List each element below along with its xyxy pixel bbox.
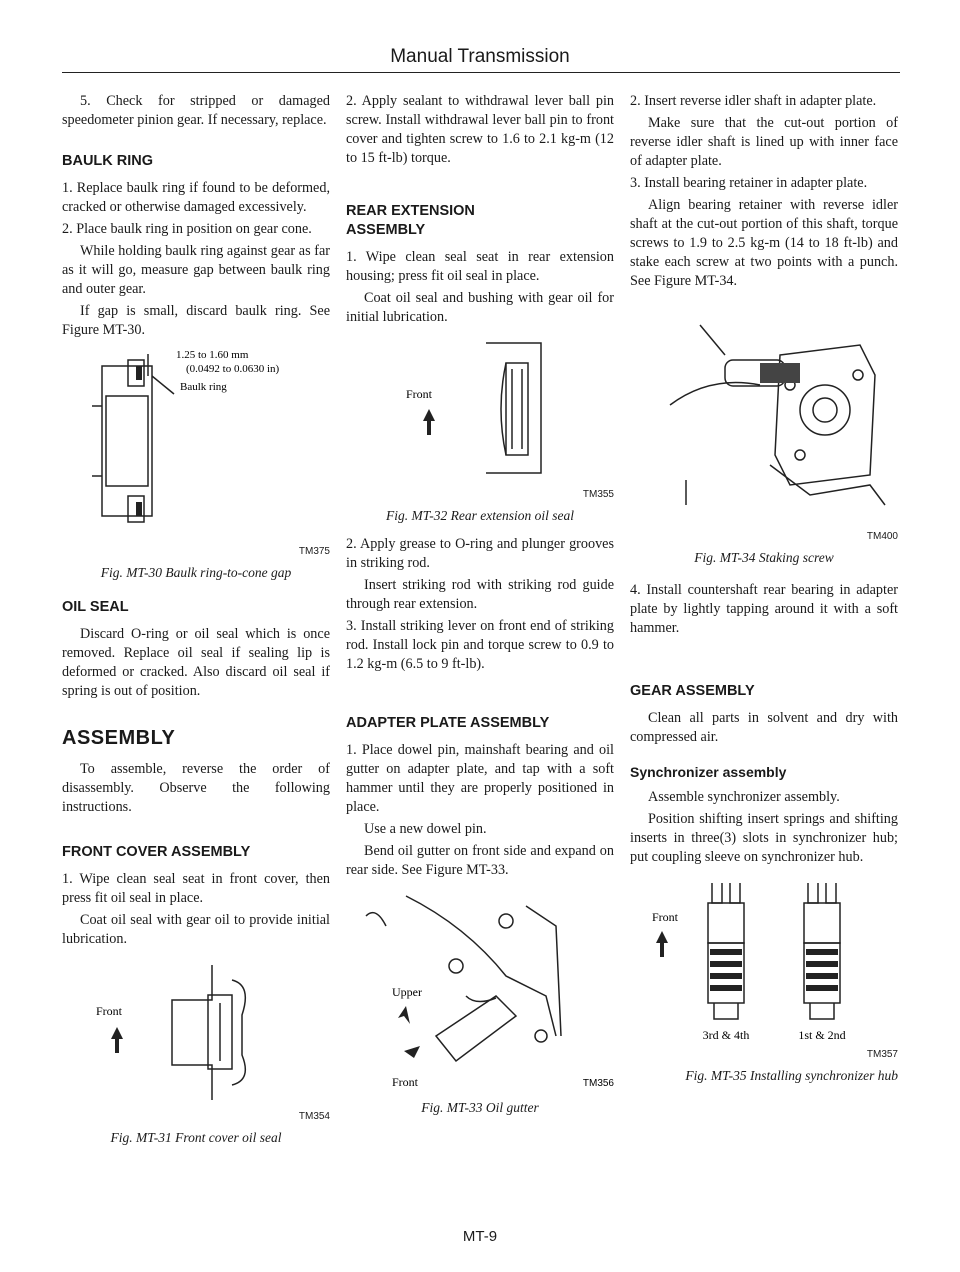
figure-code: TM355: [582, 489, 614, 500]
paragraph-sync-1: Assemble synchronizer assembly.: [648, 789, 840, 805]
front-arrow-icon: [404, 1046, 420, 1058]
paragraph-sealant: 2. Apply sealant to withdrawal lever ball pin screw. Install withdrawal lever ball pin to front cover and tighten screw to 1.6 to 2.1 kg-m (12 to 15 ft-lb) torque.: [346, 93, 614, 166]
figure-mt-35: [630, 873, 898, 1064]
paragraph-front-2: Coat oil seal with gear oil to provide initial lubrication.: [62, 912, 330, 947]
heading-rear-extension-2: ASSEMBLY: [346, 222, 426, 238]
baulk-ring-label: Baulk ring: [180, 381, 227, 393]
heading-adapter-plate: ADAPTER PLATE ASSEMBLY: [346, 715, 550, 731]
column-2: [346, 92, 614, 1127]
figure-caption: Fig. MT-35 Installing synchronizer hub: [685, 1068, 898, 1083]
paragraph-countershaft: 4. Install countershaft rear bearing in adapter plate by lightly tapping around it with a soft hammer.: [630, 582, 898, 636]
front-label: Front: [392, 1075, 419, 1089]
column-3: [630, 92, 898, 1095]
paragraph-baulk-1: 1. Replace baulk ring if found to be deformed, cracked or otherwise damaged excessively.: [62, 180, 330, 215]
figure-caption: Fig. MT-30 Baulk ring-to-cone gap: [100, 565, 292, 580]
paragraph-baulk-3: While holding baulk ring against gear as far as it will go, measure gap between baulk ring and outer gear.: [62, 243, 330, 297]
punch-tool: [760, 363, 800, 383]
heading-rear-extension: REAR EXTENSION: [346, 203, 475, 219]
paragraph-assembly: To assemble, reverse the order of disassembly. Observe the following instructions.: [62, 761, 330, 815]
front-arrow-icon: [423, 409, 435, 435]
oil-gutter-diagram: [346, 886, 614, 1096]
paragraph-adapter-2: Use a new dowel pin.: [364, 821, 487, 837]
heading-assembly: ASSEMBLY: [62, 727, 176, 749]
paragraph-oil-seal: Discard O-ring or oil seal which is once removed. Replace oil seal if sealing lip is deformed or cracked. Also discard oil seal if spring is out of position.: [62, 626, 330, 699]
paragraph-idler-3: 3. Install bearing retainer in adapter plate.: [630, 175, 868, 191]
staking-screw-diagram: [630, 315, 898, 525]
label-3rd-4th: 3rd & 4th: [702, 1028, 750, 1042]
figure-code: TM375: [298, 546, 330, 557]
heading-baulk-ring: BAULK RING: [62, 153, 154, 169]
rear-extension-seal-diagram: [346, 333, 614, 483]
figure-mt-31: [62, 955, 330, 1126]
heading-gear-assembly: GEAR ASSEMBLY: [630, 683, 755, 699]
figure-mt-33: [346, 886, 614, 1096]
paragraph-idler-4: Align bearing retainer with reverse idler shaft at the cut-out portion of this shaft, torque screws to 1.9 to 2.5 kg-m (14 to 18 ft-lb) and stake each screw at two points with a punch. See Figure MT-34.: [630, 197, 898, 289]
front-label: Front: [652, 910, 679, 924]
figure-caption: Fig. MT-33 Oil gutter: [421, 1100, 539, 1115]
paragraph-grease-3: 3. Install striking lever on front end of striking rod. Install lock pin and torque screw to 0.9 to 1.2 kg-m (6.5 to 9 ft-lb).: [346, 618, 614, 672]
page-title: Manual Transmission: [390, 46, 570, 67]
front-arrow-icon: [111, 1027, 123, 1053]
paragraph-rear-1: 1. Wipe clean seal seat in rear extension housing; press fit oil seal in place.: [346, 249, 614, 284]
paragraph-idler-2: Make sure that the cut-out portion of reverse idler shaft is lined up with inner face of adapter plate.: [630, 115, 898, 169]
column-1: [62, 92, 330, 1157]
figure-caption: Fig. MT-31 Front cover oil seal: [110, 1130, 282, 1145]
front-label: Front: [96, 1004, 123, 1018]
page-number: MT-9: [462, 1228, 498, 1245]
heading-front-cover: FRONT COVER ASSEMBLY: [62, 844, 251, 860]
figure-code: TM400: [866, 531, 898, 542]
figure-mt-30: [62, 346, 330, 561]
heading-synchronizer: Synchronizer assembly: [630, 764, 787, 780]
paragraph-grease-1: 2. Apply grease to O-ring and plunger grooves in striking rod.: [346, 536, 614, 571]
paragraph-adapter-1: 1. Place dowel pin, mainshaft bearing and oil gutter on adapter plate, and tap with a soft hammer until they are properly positioned in place.: [346, 742, 614, 815]
gap-inch-label: (0.0492 to 0.0630 in): [186, 363, 280, 375]
figure-code: TM357: [866, 1049, 898, 1060]
paragraph-front-1: 1. Wipe clean seal seat in front cover, then press fit oil seal in place.: [62, 871, 330, 906]
paragraph-baulk-4: If gap is small, discard baulk ring. See Figure MT-30.: [62, 303, 330, 338]
paragraph-adapter-3: Bend oil gutter on front side and expand on rear side. See Figure MT-33.: [346, 843, 614, 878]
figure-caption: Fig. MT-32 Rear extension oil seal: [386, 508, 574, 523]
paragraph-speedometer: 5. Check for stripped or damaged speedometer pinion gear. If necessary, replace.: [62, 93, 330, 128]
label-1st-2nd: 1st & 2nd: [798, 1028, 846, 1042]
header-rule: [62, 72, 900, 73]
figure-mt-32: [346, 333, 614, 504]
figure-code: TM354: [298, 1111, 330, 1122]
upper-arrow-icon: [398, 1006, 410, 1024]
paragraph-baulk-2: 2. Place baulk ring in position on gear cone.: [62, 221, 312, 237]
front-arrow-icon: [656, 931, 668, 957]
front-cover-seal-diagram: [62, 955, 330, 1105]
figure-mt-34: [630, 315, 898, 546]
paragraph-rear-2: Coat oil seal and bushing with gear oil for initial lubrication.: [346, 290, 614, 325]
baulk-ring-diagram: [62, 346, 330, 540]
upper-label: Upper: [392, 985, 422, 999]
paragraph-idler-1: 2. Insert reverse idler shaft in adapter plate.: [630, 93, 877, 109]
figure-caption: Fig. MT-34 Staking screw: [694, 550, 834, 565]
figure-code: TM356: [582, 1078, 614, 1089]
gap-label: 1.25 to 1.60 mm: [176, 349, 249, 361]
front-label: Front: [406, 387, 433, 401]
synchronizer-hub-diagram: [630, 873, 898, 1043]
heading-oil-seal: OIL SEAL: [62, 599, 129, 615]
paragraph-sync-2: Position shifting insert springs and shifting inserts in three(3) slots in synchronizer hub; put coupling sleeve on synchronizer hub.: [630, 811, 898, 865]
paragraph-gear: Clean all parts in solvent and dry with compressed air.: [630, 710, 898, 745]
paragraph-grease-2: Insert striking rod with striking rod guide through rear extension.: [346, 577, 614, 612]
